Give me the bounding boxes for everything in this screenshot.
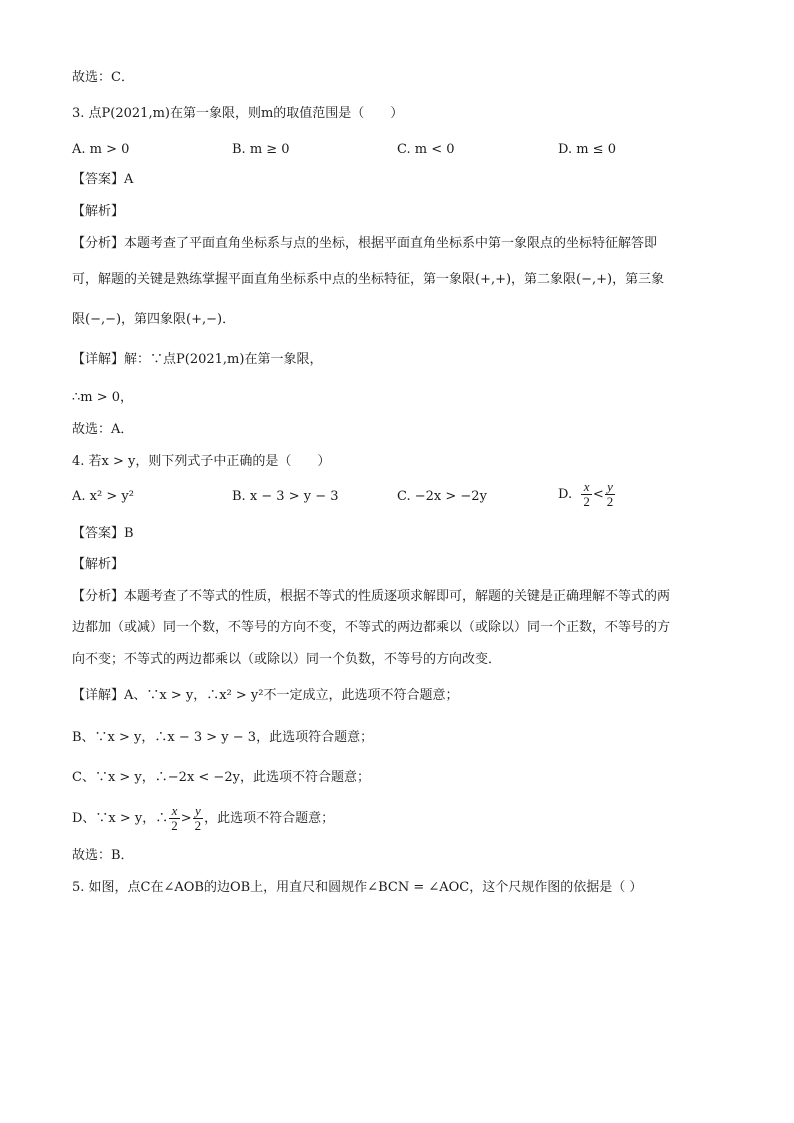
- q4-option-d: [558, 480, 616, 509]
- fraction-y-over-2: [605, 480, 616, 509]
- answer-tag: 【答案】: [72, 526, 125, 541]
- q3-detail-line2: ∴m > 0，: [72, 390, 134, 405]
- answer-tag: 【答案】: [72, 172, 125, 187]
- q4-conclusion: 故选：B．: [72, 848, 134, 863]
- q4-analysis-tag: 【解析】: [72, 557, 125, 572]
- q4-option-a: A. x² > y²: [72, 489, 134, 504]
- q3-fenxi-line3: 限(−,−)，第四象限(+,−)．: [72, 312, 236, 327]
- q3-detail-line1: [72, 350, 322, 370]
- q4-detail-c: C、∵x > y，∴−2x < −2y，此选项不符合题意；: [72, 770, 370, 785]
- q4-fenxi-line3: 向不变；不等式的两边都乘以（或除以）同一个负数，不等号的方向改变．: [72, 652, 502, 667]
- q4-option-c: C. −2x > −2y: [397, 489, 487, 504]
- q3-option-a: A. m > 0: [72, 142, 130, 157]
- detail-tag: 【详解】: [72, 688, 125, 703]
- q2-conclusion: 故选：C．: [72, 70, 134, 85]
- detail-d-prefix: D、∵x > y，∴: [72, 810, 169, 826]
- q3-option-c: C. m < 0: [397, 142, 455, 157]
- fenxi-text: 本题考查了不等式的性质，根据不等式的性质逐项求解即可，解题的关键是正确理解不等式的两: [124, 589, 671, 604]
- q3-analysis-tag: 【解析】: [72, 204, 125, 219]
- fraction-x-over-2: [169, 804, 180, 833]
- detail-d-suffix: ，此选项不符合题意；: [204, 810, 335, 826]
- q4-detail-a: [72, 686, 459, 706]
- detail-tag: 【详解】: [72, 352, 125, 367]
- detail-text: 解：∵点P(2021,m)在第一象限，: [124, 352, 323, 367]
- fenxi-tag: 【分析】: [72, 589, 125, 604]
- q4-stem: 4. 若x > y，则下列式子中正确的是（ ）: [72, 454, 331, 469]
- q4-detail-d: [72, 804, 334, 833]
- detail-text: A、∵x > y，∴x² > y²不一定成立，此选项不符合题意；: [124, 688, 459, 703]
- q4-detail-b: B、∵x > y，∴x − 3 > y − 3，此选项符合题意；: [72, 730, 374, 745]
- q4-fenxi-line1: [72, 587, 670, 607]
- answer-value: B: [124, 526, 134, 541]
- fraction-numerator: x: [169, 804, 180, 819]
- relation-symbol: <: [592, 486, 604, 502]
- option-d-label: D.: [558, 486, 573, 502]
- q3-option-d: D. m ≤ 0: [558, 142, 616, 157]
- q5-stem: 5. 如图，点C在∠AOB的边OB上，用直尺和圆规作∠BCN = ∠AOC，这个尺规作图的依据是（ ）: [72, 880, 643, 895]
- q4-option-b: B. x − 3 > y − 3: [232, 489, 339, 504]
- fraction-numerator: y: [605, 480, 616, 495]
- answer-value: A: [124, 172, 134, 187]
- fraction-y-over-2: [193, 804, 204, 833]
- q4-answer: [72, 524, 134, 544]
- q3-stem: 3. 点P(2021,m)在第一象限，则m的取值范围是（ ）: [72, 106, 404, 121]
- fraction-x-over-2: [581, 480, 592, 509]
- fenxi-text: 本题考查了平面直角坐标系与点的坐标，根据平面直角坐标系中第一象限点的坐标特征解答即: [124, 236, 658, 251]
- q3-fenxi-line1: [72, 234, 657, 254]
- q3-option-b: B. m ≥ 0: [232, 142, 290, 157]
- q4-fenxi-line2: 边都加（或减）同一个数，不等号的方向不变，不等式的两边都乘以（或除以）同一个正数，不等号的方: [72, 620, 671, 635]
- q3-answer: [72, 170, 133, 190]
- fraction-denominator: 2: [583, 494, 590, 509]
- q3-fenxi-line2: 可，解题的关键是熟练掌握平面直角坐标系中点的坐标特征，第一象限(+,+)，第二象限(−,+)，第三象: [72, 272, 665, 287]
- fraction-denominator: 2: [171, 818, 178, 833]
- fraction-denominator: 2: [194, 818, 202, 833]
- fraction-numerator: y: [193, 804, 204, 819]
- fenxi-tag: 【分析】: [72, 236, 125, 251]
- fraction-denominator: 2: [606, 494, 614, 509]
- relation-symbol: >: [180, 810, 192, 826]
- fraction-numerator: x: [581, 480, 592, 495]
- q3-conclusion: 故选：A．: [72, 422, 134, 437]
